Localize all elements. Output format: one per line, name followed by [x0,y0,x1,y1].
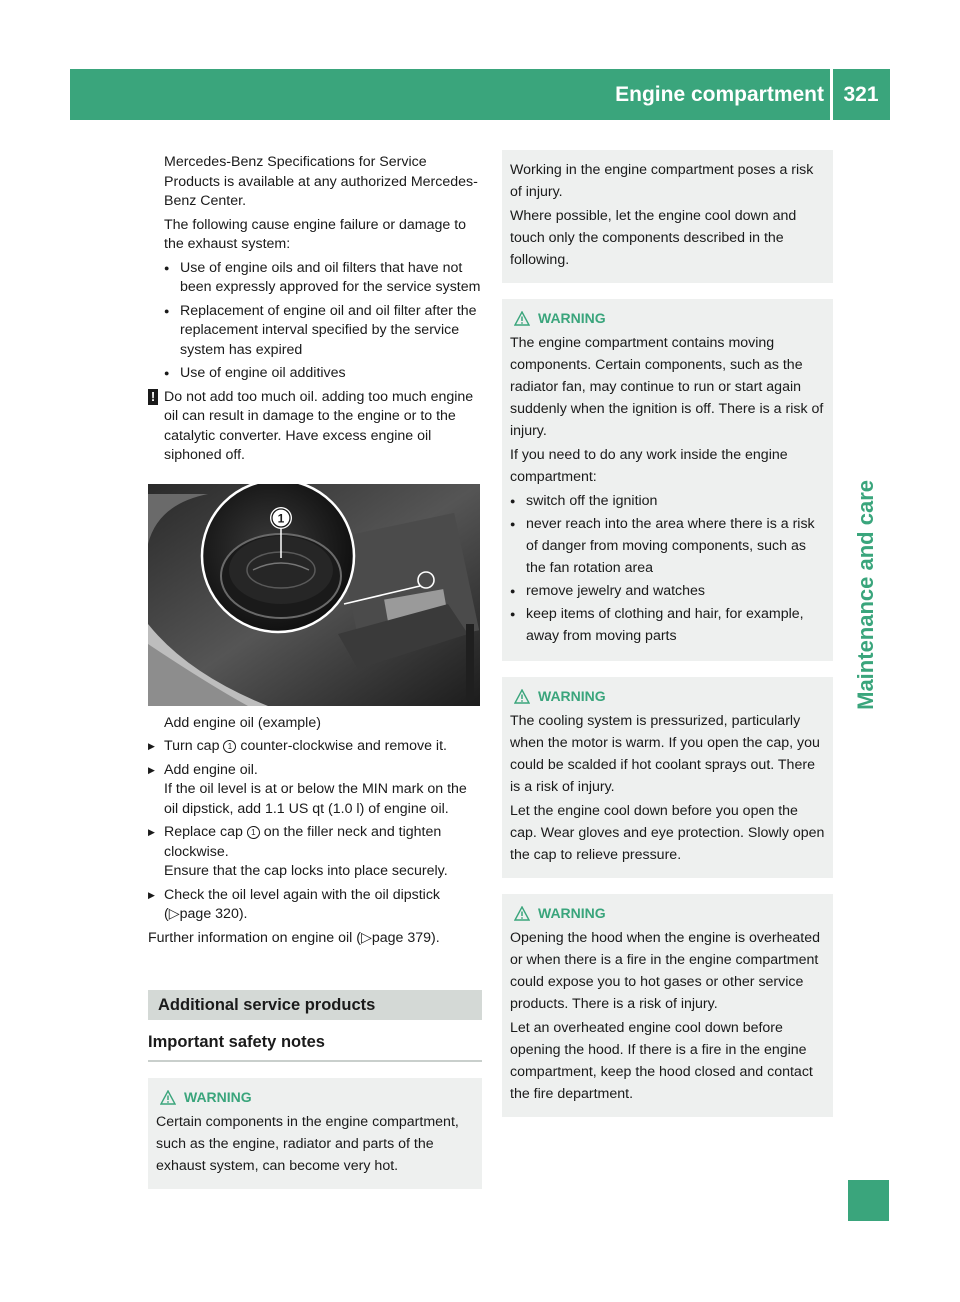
further-info [148,929,482,949]
warning-box [502,894,833,1117]
header-divider [830,69,833,120]
step-text: counter-clockwise and remove it. [240,738,447,754]
steps-list [148,737,482,925]
warning-header [514,903,825,923]
figure-callout-label: 1 [277,511,285,525]
warning-label: WARNING [538,310,606,326]
step-text: on the filler neck and tighten clockwise. [164,824,442,860]
warning-label: WARNING [538,905,606,921]
step-text: Check the oil level again with the oil dipstick ( [164,886,441,922]
callout-ref-icon: 1 [247,826,260,839]
page-title: Engine compartment [615,83,824,106]
engine-oil-cap-photo [148,484,480,706]
list-item: ● Use of engine oil additives [164,364,482,384]
list-item [148,886,482,925]
warning-header [514,686,825,706]
info-box [502,150,833,283]
warning-box [502,299,833,661]
warning-box [148,1078,482,1189]
failure-causes-list [164,259,482,384]
precautions-list [510,490,825,647]
warning-label: WARNING [538,688,606,704]
side-tab-marker [848,1180,889,1221]
list-item: ● switch off the ignition [510,490,825,512]
subheading: Important safety notes [148,1032,482,1062]
further-info-text: Further information on engine oil ( [148,929,361,946]
warning-text: Let the engine cool down before you open the cap. Wear gloves and eye protection. Slowly open the cap to relieve pressure. [510,803,825,863]
notice-text: Do not add too much oil. adding too much engine oil can result in damage to the engine or to the catalytic converter. Have excess engine oil siphoned off. [164,388,474,463]
list-item: ● Use of engine oils and oil filters that have not been expressly approved for the service system [164,259,482,298]
page-ref-arrow-icon: ▷ [360,929,372,946]
warning-triangle-icon [514,906,530,921]
step-text: Replace cap [164,824,243,840]
step-text: If the oil level is at or below the MIN mark on the oil dipstick, add 1.1 US qt (1.0 l) of engine oil. [164,781,467,817]
list-item: ● never reach into the area where there is a risk of danger from moving components, such as the fan rotation area [510,513,825,579]
page-ref-link[interactable]: page 379). [371,929,440,946]
warning-header [160,1087,474,1107]
step-text: Ensure that the cap locks into place securely. [164,863,448,879]
step-text: Add engine oil. [164,761,258,778]
page-number: 321 [843,83,879,106]
left-column [148,153,482,1205]
warning-text: Opening the hood when the engine is overheated or when there is a fire in the engine compartment could expose you to hot gases or other service products. There is a risk of injury. [510,930,820,1012]
warning-text: If you need to do any work inside the engine compartment: [510,447,788,485]
list-item: ● remove jewelry and watches [510,580,825,602]
figure-caption: Add engine oil (example) [164,714,321,731]
list-item: ● Replacement of engine oil and oil filter after the replacement interval specified by the service system has expired [164,302,482,361]
intro-paragraph-2: The following cause engine failure or damage to the exhaust system: [164,216,467,252]
list-item [148,737,482,757]
warning-text: Let an overheated engine cool down before opening the hood. If there is a fire in the engine compartment, keep the hood closed and contact the fire department. [510,1020,813,1102]
list-item [148,823,482,882]
notice-block [148,388,482,466]
info-text: Where possible, let the engine cool down and touch only the components described in the following. [510,208,797,268]
info-text: Working in the engine compartment poses a risk of injury. [510,162,814,200]
page-ref-link[interactable]: page 320). [179,906,248,922]
page-ref-arrow-icon: ▷ [168,906,180,922]
exclamation-icon: ! [148,389,158,405]
warning-label: WARNING [184,1089,252,1105]
callout-ref-icon: 1 [223,740,236,753]
warning-triangle-icon [160,1090,176,1105]
warning-box [502,677,833,878]
warning-header [514,308,825,328]
intro-paragraph-1: Mercedes-Benz Specifications for Service Products is available at any authorized Mercedes-Benz Center. [164,154,478,209]
warning-text: Certain components in the engine compartment, such as the engine, radiator and parts of the exhaust system, can become very hot. [156,1114,459,1174]
warning-triangle-icon [514,311,530,326]
list-item [148,761,482,820]
list-item: ● keep items of clothing and hair, for example, away from moving parts [510,603,825,647]
warning-text: The engine compartment contains moving components. Certain components, such as the radiator fan, may continue to run or start again suddenly when the ignition is off. There is a risk of injury. [510,335,824,439]
section-heading: Additional service products [148,990,482,1020]
side-tab-label: Maintenance and care [853,480,878,710]
warning-triangle-icon [514,689,530,704]
right-column [502,150,833,1133]
step-text: Turn cap [164,738,220,754]
warning-text: The cooling system is pressurized, particularly when the motor is warm. If you open the cap, you could be scalded if hot coolant sprays out. There is a risk of injury. [510,713,820,795]
